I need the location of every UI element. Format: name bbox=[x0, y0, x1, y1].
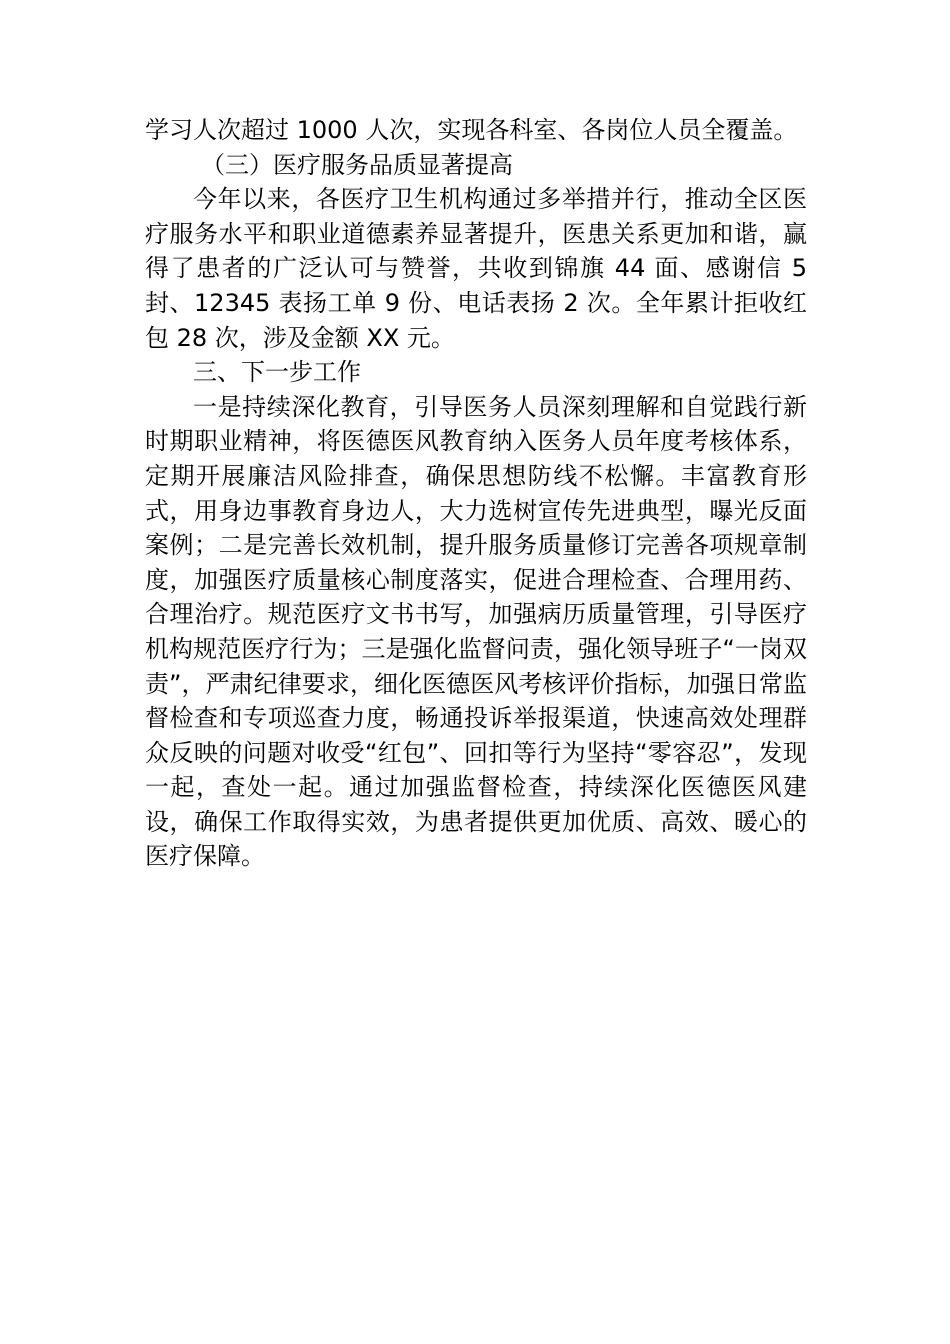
document-body bbox=[145, 113, 807, 874]
section-paragraph: 今年以来，各医疗卫生机构通过多举措并行，推动全区医疗服务水平和职业道德素养显著提升，医患关系更加和谐，赢得了患者的广泛认可与赞誉，共收到锦旗 44 面、感谢信 5 封、12345 表扬工单 9 份、电话表扬 2 次。全年累计拒收红包 28 次，涉及金额 XX 元。 bbox=[145, 185, 807, 352]
section-subheading: （三）医疗服务品质显著提高 bbox=[201, 150, 513, 179]
continuation-paragraph: 学习人次超过 1000 人次，实现各科室、各岗位人员全覆盖。 bbox=[145, 116, 798, 144]
section-heading: 三、下一步工作 bbox=[193, 358, 361, 387]
next-steps-paragraph: 一是持续深化教育，引导医务人员深刻理解和自觉践行新时期职业精神，将医德医风教育纳入医务人员年度考核体系，定期开展廉洁风险排查，确保思想防线不松懈。丰富教育形式，用身边事教育身边人，大力选树宣传先进典型，曝光反面案例；二是完善长效机制，提升服务质量修订完善各项规章制度，加强医疗质量核心制度落实，促进合理检查、合理用药、合理治疗。规范医疗文书书写，加强病历质量管理，引导医疗机构规范医疗行为；三是强化监督问责，强化领导班子“一岗双责”，严肃纪律要求，细化医德医风考核评价指标，加强日常监督检查和专项巡查力度，畅通投诉举报渠道，快速高效处理群众反映的问题对收受“红包”、回扣等行为坚持“零容忍”，发现一起，查处一起。通过加强监督检查，持续深化医德医风建设，确保工作取得实效，为患者提供更加优质、高效、暖心的医疗保障。 bbox=[145, 392, 807, 871]
